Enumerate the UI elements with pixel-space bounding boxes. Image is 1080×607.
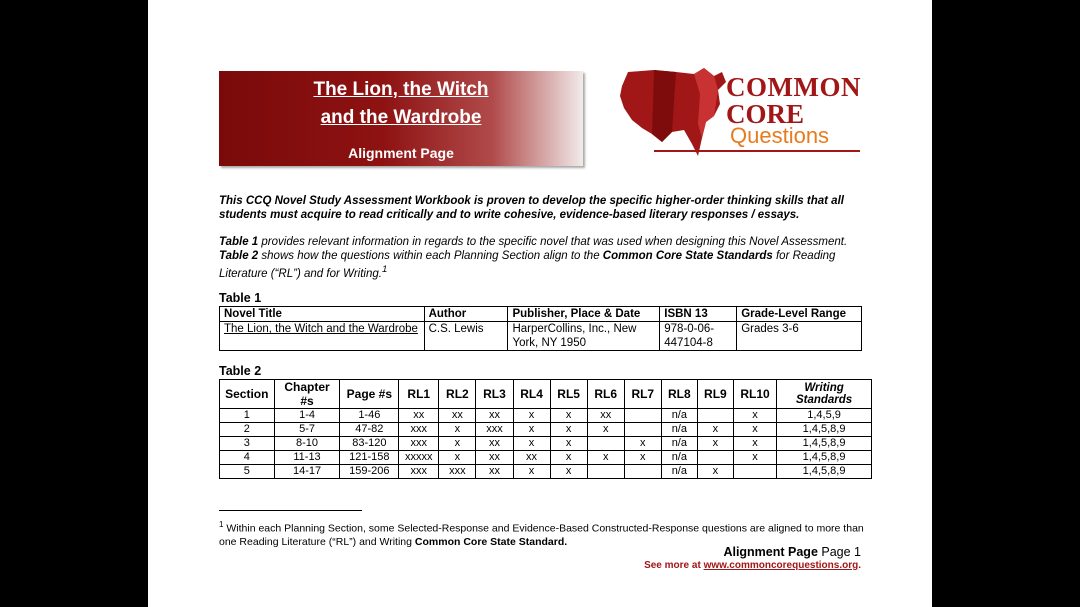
table2-cell: xxx — [439, 465, 476, 479]
author-cell: C.S. Lewis — [424, 322, 508, 351]
table2-header: RL4 — [513, 380, 550, 409]
table2-cell: xx — [513, 451, 550, 465]
table2-cell — [624, 423, 661, 437]
table2-header: RL7 — [624, 380, 661, 409]
table2-cell: 1,4,5,9 — [777, 409, 872, 423]
logo-word-core: CORE — [726, 99, 805, 129]
footnote — [219, 518, 879, 549]
table2-row — [220, 409, 872, 423]
title-line-1: The Lion, the Witch — [313, 79, 489, 100]
table1-header-row — [220, 307, 862, 322]
table1-desc: provides relevant information in regards to the specific novel that was used when designing this Novel Assessment. — [258, 236, 848, 248]
table2-cell: x — [587, 451, 624, 465]
table2-header: RL9 — [697, 380, 733, 409]
table2-cell: x — [550, 423, 587, 437]
table2-header: RL3 — [476, 380, 513, 409]
common-core-logo — [614, 64, 874, 160]
table2-header: Chapter #s — [274, 380, 340, 409]
table2-cell: 1,4,5,8,9 — [777, 465, 872, 479]
table2-cell: x — [550, 437, 587, 451]
isbn-cell: 978-0-06-447104-8 — [660, 322, 737, 351]
table2-header: RL5 — [550, 380, 587, 409]
table2-cell: xx — [476, 451, 513, 465]
table2-label: Table 2 — [219, 364, 262, 378]
table2-header: Section — [220, 380, 275, 409]
table2-cell: n/a — [661, 437, 697, 451]
table2-cell: x — [513, 409, 550, 423]
table2-row — [220, 465, 872, 479]
table2-cell: x — [550, 451, 587, 465]
table2-desc-b: for Reading Literature (“RL”) and for Writing. — [219, 250, 836, 280]
novel-title-link[interactable]: The Lion, the Witch and the Wardrobe — [220, 322, 425, 351]
title-banner — [219, 71, 583, 166]
document-page — [148, 0, 932, 607]
table2-cell — [587, 465, 624, 479]
table2-cell: xx — [399, 409, 439, 423]
table2-cell: x — [733, 423, 776, 437]
table2-header: RL10 — [733, 380, 776, 409]
logo-word-common: COMMON — [726, 72, 861, 102]
page-label-bold: Alignment Page — [723, 545, 818, 559]
table2-cell: xx — [587, 409, 624, 423]
footnote-bold: Common Core State Standard. — [414, 535, 568, 548]
see-more-period: . — [858, 560, 861, 571]
table2-cell: xxxxx — [399, 451, 439, 465]
table2-cell: xx — [439, 409, 476, 423]
table2-cell: 3 — [220, 437, 275, 451]
intro-paragraph: This CCQ Novel Study Assessment Workbook is proven to develop the specific higher-order thinking skills that all students must acquire to read critically and to write cohesive, evidence-based literary responses / essays. — [219, 195, 844, 221]
table2-cell: x — [733, 451, 776, 465]
table2-cell: 159-206 — [340, 465, 399, 479]
table2-cell — [587, 437, 624, 451]
ccss-ref: Common Core State Standards — [602, 250, 773, 262]
table1-header: Novel Title — [220, 307, 425, 322]
table2-cell: 121-158 — [340, 451, 399, 465]
table2-cell: xx — [476, 409, 513, 423]
table2-cell: xx — [476, 437, 513, 451]
table1-ref: Table 1 — [219, 236, 259, 248]
table1-header: ISBN 13 — [660, 307, 737, 322]
table2 — [219, 379, 872, 479]
table2-cell: x — [733, 437, 776, 451]
table2-header: RL6 — [587, 380, 624, 409]
table2-cell: xxx — [399, 465, 439, 479]
table2-cell: xxx — [399, 437, 439, 451]
table2-cell: 2 — [220, 423, 275, 437]
table2-cell: 5 — [220, 465, 275, 479]
table2-cell: x — [697, 465, 733, 479]
table2-row — [220, 451, 872, 465]
table2-cell: 1 — [220, 409, 275, 423]
logo-word-questions: Questions — [730, 123, 830, 148]
table2-cell: 14-17 — [274, 465, 340, 479]
table2-cell: 8-10 — [274, 437, 340, 451]
table2-cell: x — [550, 465, 587, 479]
table2-cell — [697, 451, 733, 465]
table2-cell — [697, 409, 733, 423]
table2-cell: 11-13 — [274, 451, 340, 465]
table2-cell — [624, 465, 661, 479]
title-subtitle: Alignment Page — [348, 145, 454, 161]
table2-cell: x — [513, 423, 550, 437]
tables-description — [219, 235, 879, 281]
us-map-icon — [614, 64, 734, 160]
table2-header: RL1 — [399, 380, 439, 409]
footnote-marker: 1 — [219, 520, 224, 529]
table2-cell: 4 — [220, 451, 275, 465]
table2-cell: x — [624, 451, 661, 465]
table2-cell: n/a — [661, 423, 697, 437]
table2-cell: x — [439, 437, 476, 451]
table2-cell: 83-120 — [340, 437, 399, 451]
table2-cell: x — [439, 423, 476, 437]
page-number: Page 1 — [817, 545, 861, 559]
table2-cell: 5-7 — [274, 423, 340, 437]
logo-underline — [654, 150, 860, 152]
table2-cell: 1,4,5,8,9 — [777, 423, 872, 437]
table2-row — [220, 437, 872, 451]
table2-cell: xxx — [476, 423, 513, 437]
table1 — [219, 306, 862, 351]
title-line-2: and the Wardrobe — [320, 107, 482, 128]
table2-cell — [624, 409, 661, 423]
see-more — [644, 560, 861, 571]
table1-label: Table 1 — [219, 291, 262, 305]
table2-cell: x — [697, 437, 733, 451]
table2-cell: 1-46 — [340, 409, 399, 423]
table1-header: Publisher, Place & Date — [508, 307, 660, 322]
publisher-cell: HarperCollins, Inc., New York, NY 1950 — [508, 322, 660, 351]
table2-cell: xxx — [399, 423, 439, 437]
table2-header: RL8 — [661, 380, 697, 409]
table2-cell: x — [513, 465, 550, 479]
see-more-text: See more at — [644, 560, 704, 571]
table2-desc-a: shows how the questions within each Planning Section align to the — [258, 250, 603, 262]
table2-cell: x — [587, 423, 624, 437]
table2-cell: x — [513, 437, 550, 451]
table1-header: Grade-Level Range — [737, 307, 862, 322]
table2-cell: 1,4,5,8,9 — [777, 451, 872, 465]
table2-cell: x — [439, 451, 476, 465]
footnote-text: Within each Planning Section, some Selected-Response and Evidence-Based Constructed-Response questions are aligned to more than one Reading Literature (“RL”) and Writing — [219, 522, 864, 548]
table2-cell: x — [624, 437, 661, 451]
table2-cell: n/a — [661, 451, 697, 465]
table2-header: RL2 — [439, 380, 476, 409]
table2-cell: n/a — [661, 465, 697, 479]
grade-cell: Grades 3-6 — [737, 322, 862, 351]
table2-cell: xx — [476, 465, 513, 479]
table2-ref: Table 2 — [219, 250, 259, 262]
table2-header-row — [220, 380, 872, 409]
table2-cell: 1,4,5,8,9 — [777, 437, 872, 451]
table1-header: Author — [424, 307, 508, 322]
website-link[interactable]: www.commoncorequestions.org — [703, 560, 859, 571]
table2-cell — [733, 465, 776, 479]
table2-cell: 1-4 — [274, 409, 340, 423]
table2-header: Page #s — [340, 380, 399, 409]
table2-header: Writing Standards — [777, 380, 872, 409]
table2-cell: 47-82 — [340, 423, 399, 437]
page-label — [723, 545, 861, 559]
table2-row — [220, 423, 872, 437]
footnote-ref: 1 — [381, 264, 388, 275]
table2-cell: x — [733, 409, 776, 423]
table2-cell: n/a — [661, 409, 697, 423]
footnote-rule — [219, 510, 362, 511]
table2-cell: x — [697, 423, 733, 437]
table1-row — [220, 322, 862, 351]
table2-cell: x — [550, 409, 587, 423]
